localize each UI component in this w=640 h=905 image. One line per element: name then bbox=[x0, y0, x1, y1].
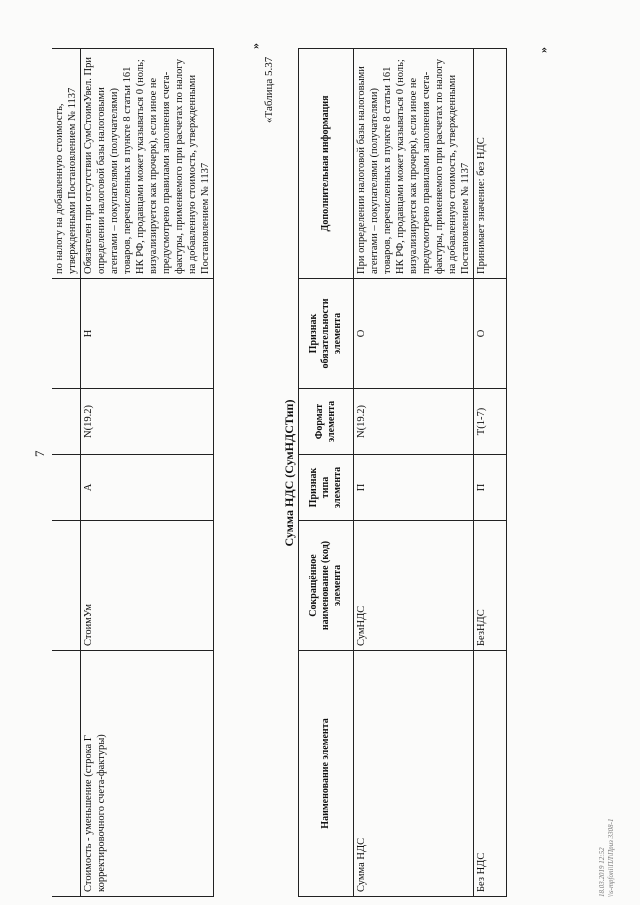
element-name: Стоимость - уменьшение (строка Г корректировочного счета-фактуры) bbox=[81, 651, 214, 897]
continuation-row bbox=[52, 49, 81, 897]
header-info: Дополнительная информация bbox=[299, 49, 354, 279]
closing-quote: » bbox=[248, 43, 262, 49]
header-type: Признак типа элемента bbox=[299, 455, 354, 521]
element-required: Н bbox=[81, 279, 214, 389]
element-required: О bbox=[354, 279, 474, 389]
table-title: Сумма НДС (СумНДСТип) bbox=[282, 399, 296, 547]
closing-quote-lower: » bbox=[536, 47, 550, 53]
element-info: Принимает значение: без НДС bbox=[474, 49, 507, 279]
element-type: П bbox=[354, 455, 474, 521]
header-name: Наименование элемента bbox=[299, 651, 354, 897]
element-type: П bbox=[474, 455, 507, 521]
element-format: T(1-7) bbox=[474, 389, 507, 455]
print-stamp bbox=[598, 819, 616, 897]
table-row bbox=[81, 49, 214, 897]
element-type: А bbox=[81, 455, 214, 521]
stamp-line: \\s-mpfoni\ПЛ\Приз 3308-1 bbox=[607, 818, 615, 897]
element-info: При определении налоговой базы налоговыми агентами – покупателями (получателями) товаров, перечисленных в пункте 8 статьи 161 НК РФ, продавцами может указываться 0 (ноль; визуализируется как прочерк), если иное не предусмотрено правилами заполнения счета-фактуры, применяемого при расчетах по налогу на добавленную стоимость, утвержденными Постановлением № 1137 bbox=[354, 49, 474, 279]
element-name: Сумма НДС bbox=[354, 651, 474, 897]
upper-table bbox=[52, 48, 214, 897]
element-code: СтоимУм bbox=[81, 521, 214, 651]
element-format: N(19.2) bbox=[354, 389, 474, 455]
element-code: БезНДС bbox=[474, 521, 507, 651]
continuation-text: по налогу на добавленную стоимость, утвержденными Постановлением № 1137 bbox=[52, 49, 81, 279]
header-required: Признак обязательности элемента bbox=[299, 279, 354, 389]
header-format: Формат элемента bbox=[299, 389, 354, 455]
element-format: N(19.2) bbox=[81, 389, 214, 455]
element-required: О bbox=[474, 279, 507, 389]
element-code: СумНДС bbox=[354, 521, 474, 651]
table-row bbox=[354, 49, 474, 897]
table-reference: «Таблица 5.37 bbox=[263, 56, 275, 123]
header-row bbox=[299, 49, 354, 897]
element-name: Без НДС bbox=[474, 651, 507, 897]
stamp-line: 18.03.2019 12:52 bbox=[598, 847, 606, 897]
table-row bbox=[474, 49, 507, 897]
header-code: Сокращённое наименование (код) элемента bbox=[299, 521, 354, 651]
page-number: 7 bbox=[32, 450, 47, 457]
element-info: Обязателен при отсутствии СумСтоимУвел. При определении налоговой базы налоговыми агентами – покупателями (получателями) товаров, перечисленных в пункте 8 статьи 161 НК РФ, продавцами может указываться 0 (ноль; визуализируется как прочерк), если иное не предусмотрено правилами заполнения счета-фактуры, применяемого при расчетах по налогу на добавленную стоимость, утвержденными Постановлением № 1137 bbox=[81, 49, 214, 279]
lower-table bbox=[298, 48, 507, 897]
